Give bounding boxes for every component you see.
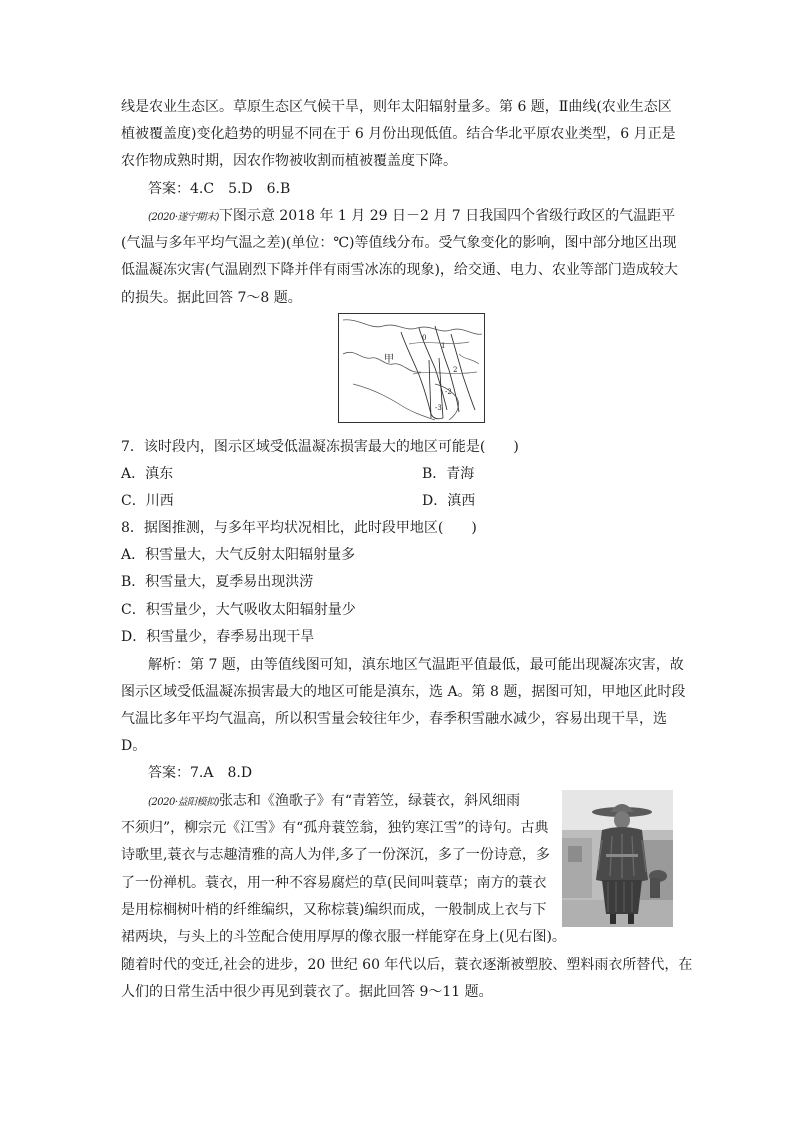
intro-line: 不须归”，柳宗元《江雪》有“孤舟蓑笠翁，独钓寒江雪”的诗句。古典 bbox=[121, 820, 549, 836]
question-7-option-b: B．青海 bbox=[422, 466, 475, 482]
photo-drawing bbox=[562, 790, 673, 927]
contour-label: -2 bbox=[445, 388, 452, 396]
intro-line bbox=[148, 206, 675, 228]
intro-text: 下图示意 2018 年 1 月 29 日－2 月 7 日我国四个省级行政区的气温距平 bbox=[218, 208, 676, 224]
question-7-option-d: D．滇西 bbox=[422, 493, 476, 509]
answer-line: 答案：7.A 8.D bbox=[148, 765, 253, 781]
source-tag: (2020·益阳模拟) bbox=[148, 797, 219, 808]
straw-raincoat-photo bbox=[562, 790, 673, 927]
intro-line: 裙两块，与头上的斗笠配合使用厚厚的像衣服一样能穿在身上(见右图)。 bbox=[121, 929, 566, 945]
paragraph-line: 线是农业生态区。草原生态区气候干旱，则年太阳辐射量多。第 6 题，Ⅱ曲线(农业生态区 bbox=[121, 99, 672, 115]
contour-label: -3 bbox=[435, 404, 442, 412]
question-8-option-a: A．积雪量大，大气反射太阳辐射量多 bbox=[121, 547, 356, 563]
contour-label: 2 bbox=[453, 366, 458, 374]
intro-line bbox=[148, 791, 520, 813]
question-8-option-c: C．积雪量少，大气吸收太阳辐射量少 bbox=[121, 602, 356, 618]
paragraph-line: 农作物成熟时期，因农作物被收割而植被覆盖度下降。 bbox=[121, 153, 457, 169]
intro-line: 低温凝冻灾害(气温剧烈下降并伴有雨雪冰冻的现象)，给交通、电力、农业等部门造成较大 bbox=[121, 262, 678, 278]
analysis-line: 气温比多年平均气温高，所以积雪量会较往年少，春季积雪融水减少，容易出现干旱，选 bbox=[121, 711, 667, 727]
intro-line: 随着时代的变迁,社会的进步，20 世纪 60 年代以后，蓑衣逐渐被塑胶、塑料雨衣所替代，在 bbox=[121, 957, 693, 973]
question-7-stem: 7．该时段内，图示区域受低温凝冻损害最大的地区可能是( ) bbox=[121, 439, 519, 455]
isotherm-map bbox=[338, 313, 485, 423]
question-8-stem: 8．据图推测，与多年平均状况相比，此时段甲地区( ) bbox=[121, 520, 477, 536]
intro-line: 是用棕榈树叶梢的纤维编织，又称棕蓑)编织而成，一般制成上衣与下 bbox=[121, 902, 547, 918]
intro-text: 张志和《渔歌子》有“青箬笠，绿蓑衣，斜风细雨 bbox=[218, 793, 521, 809]
question-8-option-d: D．积雪量少，春季易出现干旱 bbox=[121, 629, 315, 645]
question-7-option-a: A．滇东 bbox=[121, 466, 174, 482]
source-tag: (2020·遂宁期末) bbox=[148, 212, 219, 223]
answer-line: 答案：4.C 5.D 6.B bbox=[148, 181, 291, 197]
question-8-option-b: B．积雪量大，夏季易出现洪涝 bbox=[121, 574, 314, 590]
map-label-jia: 甲 bbox=[384, 354, 394, 365]
map-drawing bbox=[339, 314, 486, 424]
intro-line: 了一份禅机。蓑衣，用一种不容易腐烂的草(民间叫蓑草；南方的蓑衣 bbox=[121, 875, 547, 891]
contour-label: 1 bbox=[441, 342, 446, 350]
question-7-option-c: C．川西 bbox=[121, 493, 174, 509]
intro-line: 人们的日常生活中很少再见到蓑衣了。据此回答 9～11 题。 bbox=[121, 984, 493, 1000]
contour-label: 0 bbox=[422, 334, 427, 342]
analysis-line: D。 bbox=[121, 738, 147, 754]
paragraph-line: 植被覆盖度)变化趋势的明显不同在于 6 月份出现低值。结合华北平原农业类型，6 月正是 bbox=[121, 126, 676, 142]
intro-line: 的损失。据此回答 7～8 题。 bbox=[121, 290, 302, 306]
intro-line: 诗歌里,蓑衣与志趣清雅的高人为伴,多了一份深沉，多了一份诗意，多 bbox=[121, 847, 550, 863]
intro-line: (气温与多年平均气温之差)(单位：℃)等值线分布。受气象变化的影响，图中部分地区出现 bbox=[121, 235, 677, 251]
analysis-line: 解析：第 7 题，由等值线图可知，滇东地区气温距平值最低，最可能出现凝冻灾害，故 bbox=[148, 657, 684, 673]
analysis-line: 图示区域受低温凝冻损害最大的地区可能是滇东，选 A。第 8 题，据图可知，甲地区此时段 bbox=[121, 684, 686, 700]
